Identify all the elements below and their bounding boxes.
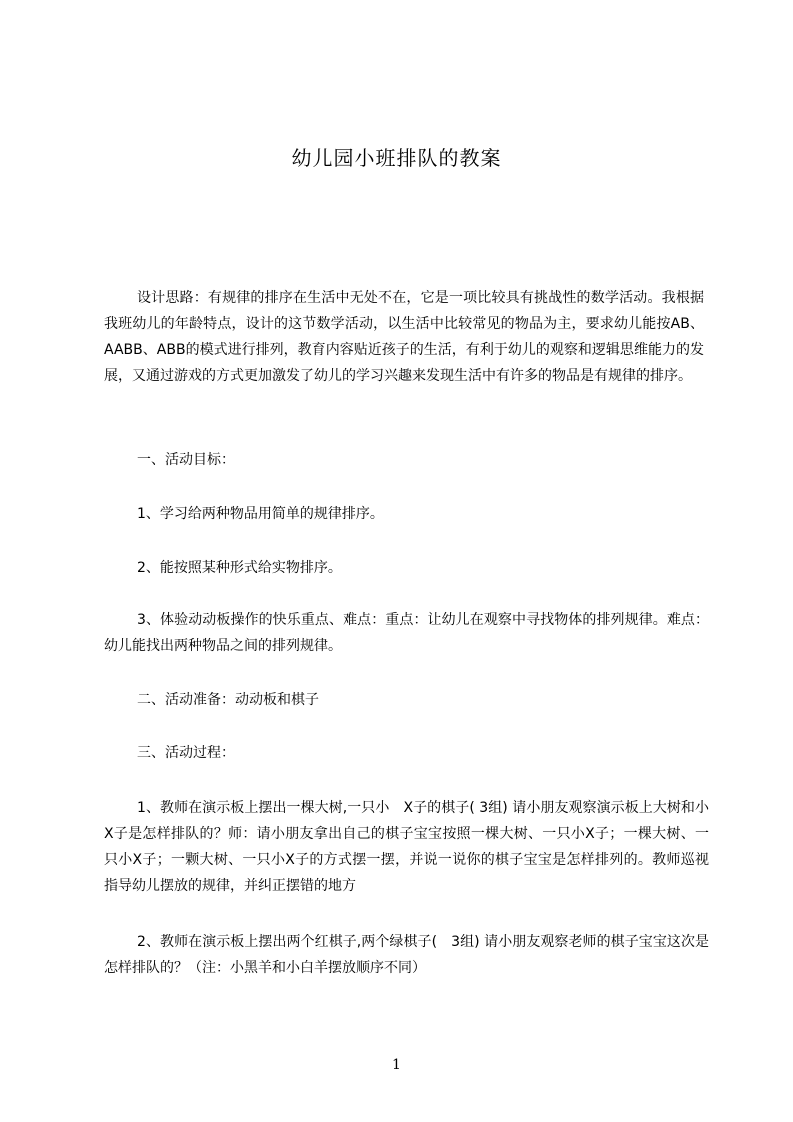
process-step-2: 2、教师在演示板上摆出两个红棋子,两个绿棋子( 3组) 请小朋友观察老师的棋子宝宝这次是怎样排队的？（注：小黑羊和小白羊摆放顺序不同） xyxy=(104,934,709,976)
section-heading-preparation: 二、活动准备：动动板和棋子 xyxy=(137,692,319,708)
page-number: 1 xyxy=(392,1057,401,1073)
goal-item-2: 2、能按照某种形式给实物排序。 xyxy=(137,560,342,576)
goal-item-1: 1、学习给两种物品用简单的规律排序。 xyxy=(137,506,384,522)
section-heading-process: 三、活动过程： xyxy=(137,745,235,761)
section-heading-goals: 一、活动目标： xyxy=(137,452,235,468)
goal-item-3: 3、体验动动板操作的快乐重点、难点：重点：让幼儿在观察中寻找物体的排列规律。难点：幼儿能找出两种物品之间的排列规律。 xyxy=(104,612,709,654)
document-title: 幼儿园小班排队的教案 xyxy=(291,146,502,170)
intro-paragraph: 设计思路：有规律的排序在生活中无处不在，它是一项比较具有挑战性的数学活动。我根据我班幼儿的年龄特点，设计的这节数学活动，以生活中比较常见的物品为主，要求幼儿能按AB、AABB、ABB的模式进行排列，教育内容贴近孩子的生活，有利于幼儿的观察和逻辑思维能力的发展，又通过游戏的方式更加激发了幼儿的学习兴趣来发现生活中有许多的物品是有规律的排序。 xyxy=(104,290,704,384)
process-step-1: 1、教师在演示板上摆出一棵大树,一只小 X子的棋子( 3组) 请小朋友观察演示板上大树和小X子是怎样排队的？师：请小朋友拿出自己的棋子宝宝按照一棵大树、一只小X子；一棵大树、一只小X子；一颗大树、一只小X子的方式摆一摆，并说一说你的棋子宝宝是怎样排列的。教师巡视指导幼儿摆放的规律，并纠正摆错的地方 xyxy=(104,800,709,894)
